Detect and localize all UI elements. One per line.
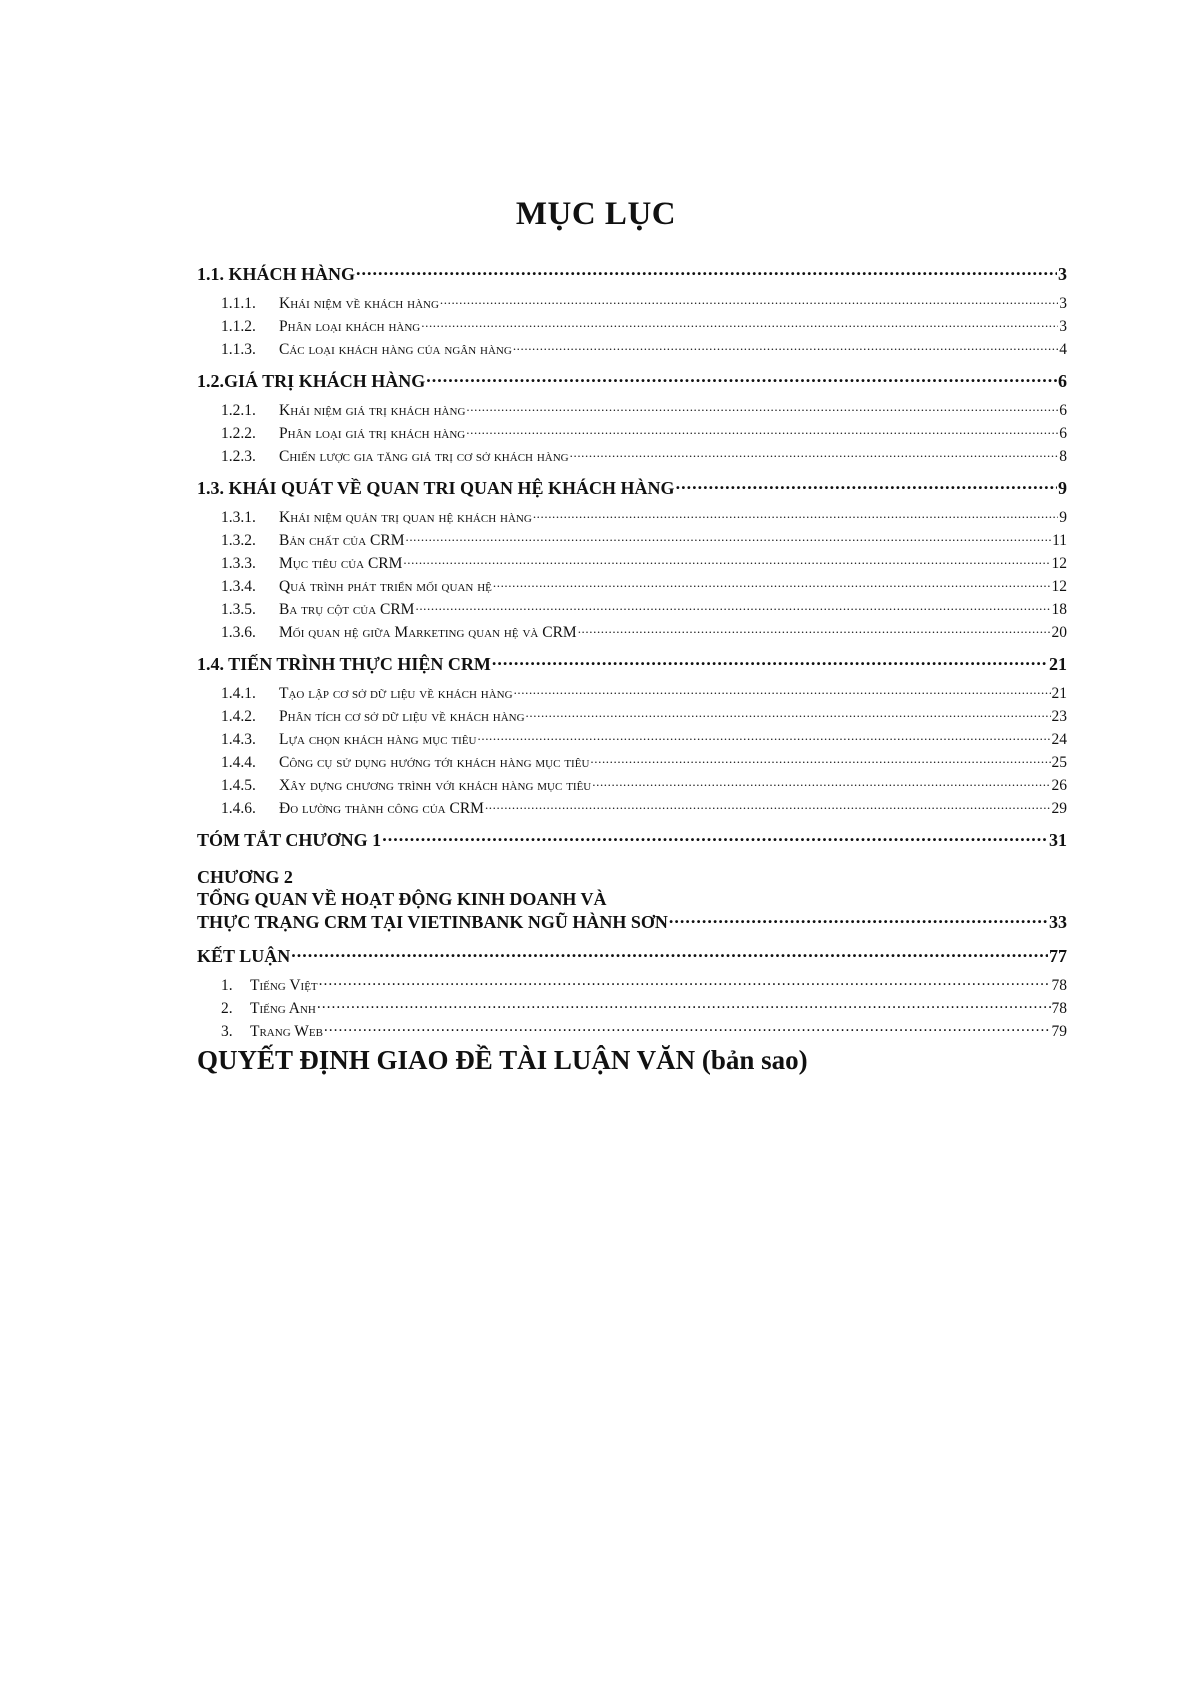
dot-leader [485,797,1051,813]
toc-section-heading: 1.4. TIẾN TRÌNH THỰC HIỆN CRM [197,654,491,674]
toc-subsection[interactable] [197,338,1067,361]
toc-subsection[interactable] [197,598,1067,621]
dot-leader [590,751,1050,767]
toc-subsection-title: Phân tích cơ sở dữ liệu về khách hàng [279,707,525,725]
dot-leader [578,621,1051,637]
toc-subsection-number: 1.4.5. [221,776,256,794]
chapter-title-line: TỔNG QUAN VỀ HOẠT ĐỘNG KINH DOANH VÀ [197,889,607,909]
toc-subsection[interactable] [197,445,1067,468]
toc-subsection-title: Phân loại khách hàng [279,317,421,335]
toc-page-number: 24 [1051,730,1067,748]
toc-page-number: 79 [1051,1022,1067,1040]
dot-leader [403,552,1050,568]
toc-subsection[interactable] [197,621,1067,644]
toc-subsection[interactable] [197,575,1067,598]
dot-leader [291,944,1048,962]
toc-subsection-number: 1.3.3. [221,554,256,572]
dot-leader [426,369,1057,387]
toc-page-number: 21 [1049,654,1067,674]
toc-page-number: 6 [1059,424,1067,442]
toc-subsection-title: Các loại khách hàng của ngân hàng [279,340,512,358]
toc-subsection-number: 1.3.4. [221,577,256,595]
toc-page-number: 3 [1058,264,1067,284]
dot-leader [513,338,1058,354]
toc-page-number: 3 [1059,294,1067,312]
toc-subsection-title: Quá trình phát triển mối quan hệ [279,577,492,595]
toc-subsection-title: Khái niệm về khách hàng [279,294,439,312]
toc-subsection-number: 1.4.6. [221,799,256,817]
chapter-title-line: THỰC TRẠNG CRM TẠI VIETINBANK NGŨ HÀNH SƠN [197,912,668,932]
dot-leader [324,1020,1051,1036]
toc-section[interactable] [197,369,1067,393]
dot-leader [356,262,1057,280]
toc-subsection-list [197,506,1067,644]
toc-page-number: 9 [1058,478,1067,498]
toc-section[interactable] [197,652,1067,676]
toc-subsection[interactable] [197,315,1067,338]
toc-chapter-summary[interactable] [197,828,1067,852]
toc-subsection-number: 1.4.4. [221,753,256,771]
toc-reference-title: Trang Web [250,1022,323,1040]
toc-subsection-list [197,682,1067,820]
toc-page-number: 23 [1051,707,1067,725]
toc-reference-title: Tiếng Việt [250,976,318,994]
toc-subsection[interactable] [197,751,1067,774]
toc-subsection-number: 1.2.2. [221,424,256,442]
toc-reference-item[interactable] [197,974,1067,997]
toc-subsection[interactable] [197,422,1067,445]
toc-reference-item[interactable] [197,1020,1067,1043]
toc-subsection[interactable] [197,506,1067,529]
toc-section-heading: 1.2.GIÁ TRỊ KHÁCH HÀNG [197,371,426,391]
toc-section-heading: KẾT LUẬN [197,946,291,966]
toc-page-number: 20 [1051,623,1067,641]
toc-reference-number: 3. [221,1022,233,1040]
toc-page-number: 33 [1049,912,1067,932]
decision-heading[interactable]: QUYẾT ĐỊNH GIAO ĐỀ TÀI LUẬN VĂN (bản sao) [197,1045,808,1075]
dot-leader [533,506,1058,522]
toc-subsection-title: Chiến lược gia tăng giá trị cơ sở khách hàng [279,447,569,465]
dot-leader [493,575,1051,591]
toc-page-number: 78 [1051,999,1067,1017]
toc-reference-item[interactable] [197,997,1067,1020]
table-of-contents [197,262,1067,1076]
dot-leader [319,974,1051,990]
toc-subsection-title: Mối quan hệ giữa Marketing quan hệ và CRM [279,623,577,641]
toc-reference-number: 1. [221,976,233,994]
toc-subsection-list [197,399,1067,468]
toc-subsection-number: 1.2.1. [221,401,256,419]
dot-leader [317,997,1051,1013]
toc-page-number: 78 [1051,976,1067,994]
toc-page-number: 6 [1058,371,1067,391]
toc-section-heading: TÓM TẮT CHƯƠNG 1 [197,830,382,850]
toc-section-heading: 1.1. KHÁCH HÀNG [197,264,356,284]
toc-conclusion[interactable] [197,944,1067,968]
dot-leader [526,705,1051,721]
toc-subsection[interactable] [197,705,1067,728]
toc-subsection[interactable] [197,552,1067,575]
dot-leader [570,445,1059,461]
toc-page-number: 77 [1049,946,1067,966]
dot-leader [592,774,1050,790]
toc-reference-list [197,974,1067,1043]
toc-page-number: 8 [1059,447,1067,465]
toc-reference-number: 2. [221,999,233,1017]
toc-subsection-number: 1.4.1. [221,684,256,702]
toc-page-number: 6 [1059,401,1067,419]
toc-subsection[interactable] [197,728,1067,751]
dot-leader [466,422,1058,438]
toc-subsection[interactable] [197,774,1067,797]
toc-subsection-number: 1.4.2. [221,707,256,725]
dot-leader [478,728,1051,744]
toc-page-number: 26 [1051,776,1067,794]
toc-subsection-number: 1.1.2. [221,317,256,335]
toc-subsection-title: Mục tiêu của CRM [279,554,403,572]
toc-page-number: 12 [1051,554,1067,572]
toc-section[interactable] [197,262,1067,286]
toc-subsection-number: 1.2.3. [221,447,256,465]
toc-page-number: 31 [1049,830,1067,850]
toc-reference-title: Tiếng Anh [250,999,316,1017]
dot-leader [466,399,1058,415]
toc-subsection-number: 1.3.5. [221,600,256,618]
toc-subsection-title: Phân loại giá trị khách hàng [279,424,466,442]
toc-subsection[interactable] [197,529,1067,552]
toc-subsection[interactable] [197,682,1067,705]
dot-leader [382,828,1048,846]
dot-leader [514,682,1051,698]
toc-page-number: 21 [1051,684,1067,702]
dot-leader [492,652,1048,670]
toc-page-number: 4 [1059,340,1067,358]
toc-subsection-title: Bản chất của CRM [279,531,405,549]
toc-section[interactable] [197,476,1067,500]
toc-page-number: 12 [1051,577,1067,595]
toc-subsection-number: 1.4.3. [221,730,256,748]
dot-leader [676,476,1057,494]
toc-subsection-title: Khái niệm quản trị quan hệ khách hàng [279,508,532,526]
toc-subsection[interactable] [197,399,1067,422]
dot-leader [415,598,1050,614]
toc-subsection[interactable] [197,292,1067,315]
toc-subsection-list [197,292,1067,361]
dot-leader [421,315,1058,331]
toc-page-number: 18 [1051,600,1067,618]
toc-subsection-title: Xây dựng chương trình với khách hàng mục tiêu [279,776,592,794]
toc-subsection-title: Đo lường thành công của CRM [279,799,484,817]
dot-leader [405,529,1051,545]
toc-subsection-number: 1.1.3. [221,340,256,358]
toc-subsection-number: 1.1.1. [221,294,256,312]
page-title: MỤC LỤC [515,196,677,232]
toc-subsection-title: Khái niệm giá trị khách hàng [279,401,466,419]
toc-subsection-title: Lựa chọn khách hàng mục tiêu [279,730,477,748]
toc-subsection-number: 1.3.2. [221,531,256,549]
toc-subsection-title: Ba trụ cột của CRM [279,600,415,618]
toc-page-number: 9 [1059,508,1067,526]
toc-subsection-number: 1.3.1. [221,508,256,526]
toc-subsection-title: Công cụ sử dụng hướng tới khách hàng mục tiêu [279,753,590,771]
toc-subsection-title: Tạo lập cơ sở dữ liệu về khách hàng [279,684,513,702]
toc-section-heading: 1.3. KHÁI QUÁT VỀ QUAN TRI QUAN HỆ KHÁCH HÀNG [197,478,675,498]
toc-subsection[interactable] [197,797,1067,820]
toc-subsection-number: 1.3.6. [221,623,256,641]
toc-page-number: 11 [1052,531,1067,549]
dot-leader [669,910,1048,928]
toc-page-number: 29 [1051,799,1067,817]
toc-page-number: 25 [1051,753,1067,771]
toc-chapter-2[interactable] [197,866,1067,934]
toc-page-number: 3 [1059,317,1067,335]
dot-leader [440,292,1058,308]
chapter-label: CHƯƠNG 2 [197,867,293,887]
